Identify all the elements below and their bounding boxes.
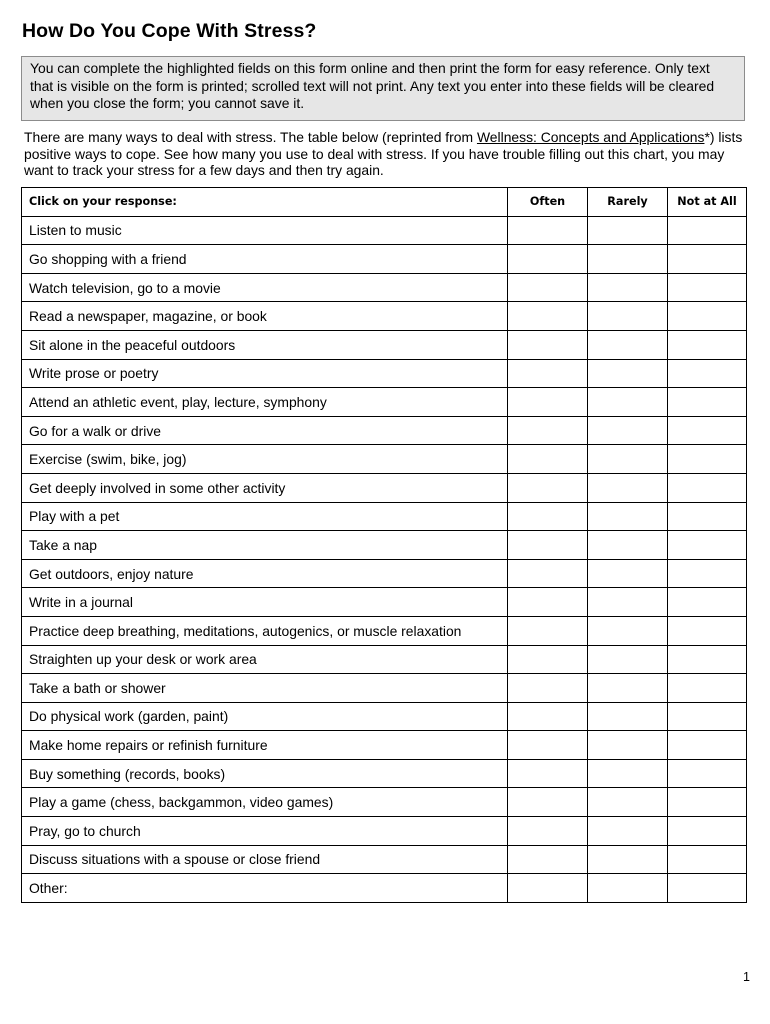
response-cell-not-at-all[interactable] xyxy=(668,731,747,760)
response-cell-rarely[interactable] xyxy=(588,731,668,760)
response-cell-not-at-all[interactable] xyxy=(668,359,747,388)
response-cell-often[interactable] xyxy=(508,502,588,531)
response-cell-not-at-all[interactable] xyxy=(668,216,747,245)
response-cell-rarely[interactable] xyxy=(588,817,668,846)
response-cell-not-at-all[interactable] xyxy=(668,388,747,417)
response-cell-not-at-all[interactable] xyxy=(668,531,747,560)
table-row xyxy=(22,216,747,245)
response-cell-not-at-all[interactable] xyxy=(668,845,747,874)
column-header-not-at-all: Not at All xyxy=(668,188,747,217)
response-cell-often[interactable] xyxy=(508,245,588,274)
response-cell-often[interactable] xyxy=(508,330,588,359)
response-cell-rarely[interactable] xyxy=(588,473,668,502)
activity-label: Play with a pet xyxy=(22,502,508,531)
response-cell-not-at-all[interactable] xyxy=(668,416,747,445)
activity-label: Pray, go to church xyxy=(22,817,508,846)
response-cell-rarely[interactable] xyxy=(588,559,668,588)
response-cell-not-at-all[interactable] xyxy=(668,674,747,703)
response-cell-not-at-all[interactable] xyxy=(668,645,747,674)
response-cell-not-at-all[interactable] xyxy=(668,302,747,331)
response-cell-rarely[interactable] xyxy=(588,874,668,903)
response-cell-often[interactable] xyxy=(508,216,588,245)
activity-label: Watch television, go to a movie xyxy=(22,273,508,302)
column-header-response: Click on your response: xyxy=(22,188,508,217)
response-cell-often[interactable] xyxy=(508,702,588,731)
table-row xyxy=(22,388,747,417)
response-cell-often[interactable] xyxy=(508,645,588,674)
table-row xyxy=(22,702,747,731)
response-cell-rarely[interactable] xyxy=(588,845,668,874)
table-row xyxy=(22,416,747,445)
response-cell-not-at-all[interactable] xyxy=(668,330,747,359)
response-cell-often[interactable] xyxy=(508,616,588,645)
activity-label: Play a game (chess, backgammon, video games) xyxy=(22,788,508,817)
wellness-reference-link[interactable]: Wellness: Concepts and Applications xyxy=(476,129,705,145)
activity-label: Write prose or poetry xyxy=(22,359,508,388)
response-cell-rarely[interactable] xyxy=(588,788,668,817)
table-header-row xyxy=(22,188,747,217)
response-cell-rarely[interactable] xyxy=(588,416,668,445)
table-row xyxy=(22,559,747,588)
activity-label: Go for a walk or drive xyxy=(22,416,508,445)
response-cell-not-at-all[interactable] xyxy=(668,817,747,846)
response-cell-often[interactable] xyxy=(508,874,588,903)
activity-label: Write in a journal xyxy=(22,588,508,617)
response-cell-rarely[interactable] xyxy=(588,445,668,474)
response-cell-often[interactable] xyxy=(508,817,588,846)
coping-strategies-table xyxy=(21,187,747,903)
response-cell-rarely[interactable] xyxy=(588,759,668,788)
activity-label: Go shopping with a friend xyxy=(22,245,508,274)
page-number: 1 xyxy=(743,970,750,984)
response-cell-rarely[interactable] xyxy=(588,616,668,645)
column-header-rarely: Rarely xyxy=(588,188,668,217)
response-cell-often[interactable] xyxy=(508,445,588,474)
response-cell-not-at-all[interactable] xyxy=(668,616,747,645)
response-cell-not-at-all[interactable] xyxy=(668,245,747,274)
response-cell-often[interactable] xyxy=(508,845,588,874)
table-row xyxy=(22,645,747,674)
table-row xyxy=(22,245,747,274)
response-cell-often[interactable] xyxy=(508,531,588,560)
response-cell-rarely[interactable] xyxy=(588,531,668,560)
activity-label: Practice deep breathing, meditations, autogenics, or muscle relaxation xyxy=(22,616,508,645)
response-cell-rarely[interactable] xyxy=(588,216,668,245)
response-cell-rarely[interactable] xyxy=(588,645,668,674)
response-cell-not-at-all[interactable] xyxy=(668,445,747,474)
table-row xyxy=(22,616,747,645)
table-row xyxy=(22,874,747,903)
table-row xyxy=(22,731,747,760)
response-cell-often[interactable] xyxy=(508,759,588,788)
table-row xyxy=(22,273,747,302)
activity-label: Sit alone in the peaceful outdoors xyxy=(22,330,508,359)
response-cell-often[interactable] xyxy=(508,731,588,760)
table-row xyxy=(22,473,747,502)
intro-text-end: *) lists positive ways to cope. See how many you use to deal with stress. If you have trouble filling out this chart, you may want to track your stress for a few days and then try again. xyxy=(24,129,743,178)
activity-label: Read a newspaper, magazine, or book xyxy=(22,302,508,331)
response-cell-not-at-all[interactable] xyxy=(668,559,747,588)
activity-label: Take a bath or shower xyxy=(22,674,508,703)
table-row xyxy=(22,759,747,788)
response-cell-rarely[interactable] xyxy=(588,359,668,388)
column-header-often: Often xyxy=(508,188,588,217)
table-row xyxy=(22,788,747,817)
activity-label: Take a nap xyxy=(22,531,508,560)
response-cell-often[interactable] xyxy=(508,788,588,817)
activity-label: Exercise (swim, bike, jog) xyxy=(22,445,508,474)
response-cell-not-at-all[interactable] xyxy=(668,759,747,788)
response-cell-rarely[interactable] xyxy=(588,502,668,531)
response-cell-not-at-all[interactable] xyxy=(668,788,747,817)
table-body xyxy=(22,216,747,902)
activity-label: Do physical work (garden, paint) xyxy=(22,702,508,731)
intro-paragraph xyxy=(24,129,744,179)
response-cell-rarely[interactable] xyxy=(588,388,668,417)
table-row xyxy=(22,502,747,531)
activity-label: Discuss situations with a spouse or close friend xyxy=(22,845,508,874)
table-row xyxy=(22,445,747,474)
table-row xyxy=(22,588,747,617)
activity-label: Attend an athletic event, play, lecture, symphony xyxy=(22,388,508,417)
activity-label: Straighten up your desk or work area xyxy=(22,645,508,674)
response-cell-often[interactable] xyxy=(508,473,588,502)
response-cell-often[interactable] xyxy=(508,588,588,617)
table-row xyxy=(22,817,747,846)
response-cell-rarely[interactable] xyxy=(588,330,668,359)
table-row xyxy=(22,531,747,560)
response-cell-rarely[interactable] xyxy=(588,302,668,331)
activity-label: Buy something (records, books) xyxy=(22,759,508,788)
response-cell-not-at-all[interactable] xyxy=(668,588,747,617)
response-cell-often[interactable] xyxy=(508,302,588,331)
form-notice-box: You can complete the highlighted fields on this form online and then print the form for easy reference. Only text that is visible on the form is printed; scrolled text will not print. Any text you enter into these fields will be cleared when you close the form; you cannot save it. xyxy=(21,56,745,121)
table-row xyxy=(22,845,747,874)
response-cell-not-at-all[interactable] xyxy=(668,473,747,502)
response-cell-often[interactable] xyxy=(508,273,588,302)
table-row xyxy=(22,302,747,331)
response-cell-often[interactable] xyxy=(508,416,588,445)
page-title: How Do You Cope With Stress? xyxy=(22,20,317,42)
response-cell-not-at-all[interactable] xyxy=(668,273,747,302)
table-row xyxy=(22,330,747,359)
activity-label: Get outdoors, enjoy nature xyxy=(22,559,508,588)
activity-label: Listen to music xyxy=(22,216,508,245)
activity-label: Other: xyxy=(22,874,508,903)
response-cell-often[interactable] xyxy=(508,359,588,388)
response-cell-rarely[interactable] xyxy=(588,245,668,274)
activity-label: Get deeply involved in some other activity xyxy=(22,473,508,502)
response-cell-not-at-all[interactable] xyxy=(668,874,747,903)
intro-text-start: There are many ways to deal with stress. The table below (reprinted from xyxy=(24,129,477,145)
table-row xyxy=(22,359,747,388)
response-cell-often[interactable] xyxy=(508,388,588,417)
response-cell-often[interactable] xyxy=(508,674,588,703)
response-cell-not-at-all[interactable] xyxy=(668,502,747,531)
response-cell-often[interactable] xyxy=(508,559,588,588)
response-cell-rarely[interactable] xyxy=(588,674,668,703)
response-cell-rarely[interactable] xyxy=(588,273,668,302)
activity-label: Make home repairs or refinish furniture xyxy=(22,731,508,760)
response-cell-rarely[interactable] xyxy=(588,702,668,731)
response-cell-rarely[interactable] xyxy=(588,588,668,617)
response-cell-not-at-all[interactable] xyxy=(668,702,747,731)
table-row xyxy=(22,674,747,703)
